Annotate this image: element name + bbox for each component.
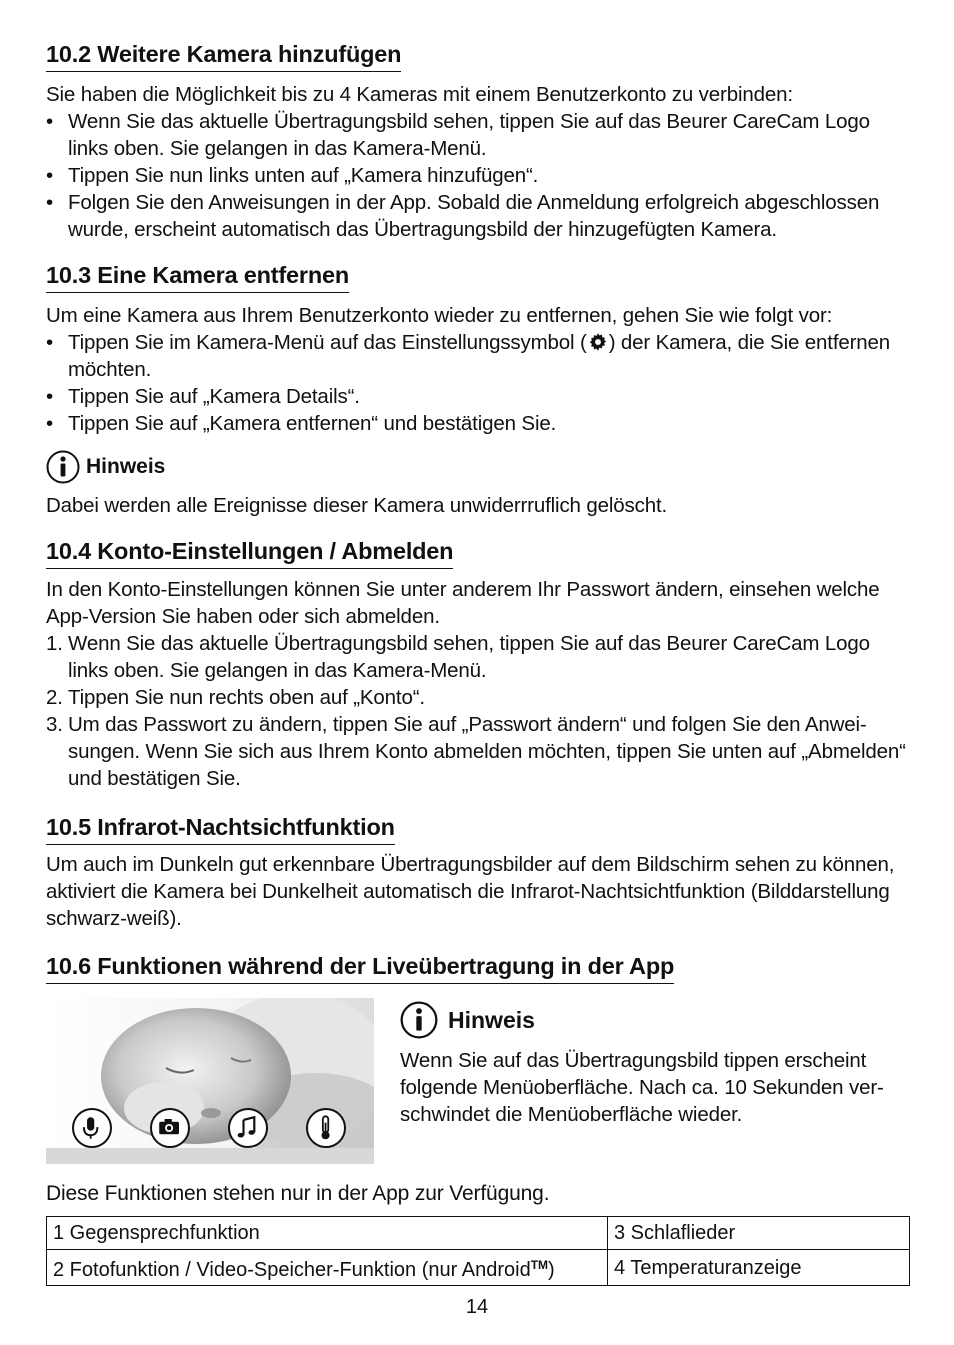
note-label: Hinweis [448, 1006, 535, 1033]
section-10-5-text: Um auch im Dunkeln gut erkennbare Übertragungsbilder auf dem Bildschirm sehen zu können, aktiviert die Kamera bei Dunkelheit automatisch die Infrarot-Nachtsichtfunktion (Bilddarstellung schwarz-weiß). [46, 853, 895, 930]
app-screenshot-image [46, 998, 374, 1164]
list-item: 2. Tippen Sie nun rechts oben auf „Konto“. [46, 686, 425, 709]
functions-table [46, 1216, 910, 1286]
section-10-2-intro: Sie haben die Möglichkeit bis zu 4 Kameras mit einem Benutzerkonto zu verbinden: [46, 83, 793, 106]
table-cell: 3 Schlaflieder [608, 1217, 910, 1250]
camera-icon[interactable] [150, 1108, 190, 1148]
list-item: • Tippen Sie auf „Kamera Details“. [46, 385, 360, 408]
section-10-2-title: 10.2 Weitere Kamera hinzufügen [46, 40, 401, 72]
list-item: • Wenn Sie das aktuelle Übertragungsbild sehen, tippen Sie auf das Beurer CareCam Logo links oben. Sie gelangen in das Kamera-Menü. [46, 110, 870, 160]
note-header [46, 450, 165, 484]
section-10-5-body [46, 851, 910, 932]
table-cell: 4 Temperaturanzeige [608, 1250, 910, 1286]
info-icon [46, 450, 80, 484]
page-number: 14 [465, 1296, 489, 1318]
section-10-4-body [46, 576, 910, 792]
info-icon [400, 1001, 438, 1039]
list-item: • Tippen Sie auf „Kamera entfernen“ und bestätigen Sie. [46, 412, 557, 435]
section-10-6-title: 10.6 Funktionen während der Liveübertragung in der App [46, 952, 674, 984]
note-header [400, 1000, 910, 1040]
availability-text: Diese Funktionen stehen nur in der App zur Verfügung. [46, 1182, 550, 1205]
note-label: Hinweis [86, 455, 166, 478]
table-cell: 2 Fotofunktion / Video-Speicher-Funktion (nur Android™) [47, 1250, 608, 1286]
gear-icon [587, 331, 609, 353]
section-10-3-intro: Um eine Kamera aus Ihrem Benutzerkonto wieder zu entfernen, gehen Sie wie folgt vor: [46, 304, 833, 327]
table-row [47, 1217, 910, 1250]
section-10-3-body [46, 302, 910, 437]
note-text: Dabei werden alle Ereignisse dieser Kamera unwiderrruflich gelöscht. [46, 494, 668, 517]
list-item: • Tippen Sie nun links unten auf „Kamera hinzufügen“. [46, 164, 539, 187]
table-cell: 1 Gegensprechfunktion [47, 1217, 608, 1250]
section-10-2-body [46, 81, 910, 243]
table-row [47, 1250, 910, 1286]
section-10-5-title: 10.5 Infrarot-Nachtsichtfunktion [46, 813, 395, 845]
section-10-4-title: 10.4 Konto-Einstellungen / Abmelden [46, 537, 453, 569]
note-text: Wenn Sie auf das Übertragungsbild tippen erscheint folgende Menüoberfläche. Nach ca. 10 Sekunden verschwindet die Menüoberfläche wieder. [400, 1049, 884, 1126]
list-item: 1. Wenn Sie das aktuelle Übertragungsbild sehen, tippen Sie auf das Beurer CareCam Logo links oben. Sie gelangen in das Kamera-Menü. [46, 632, 870, 682]
list-item: • Tippen Sie im Kamera-Menü auf das Einstellungssymbol ( ) der Kamera, die Sie entfernen möchten. [46, 331, 891, 381]
section-10-4-intro: In den Konto-Einstellungen können Sie unter anderem Ihr Passwort ändern, einsehen welche App-Version Sie haben oder sich abmelden. [46, 578, 880, 628]
thermometer-icon[interactable] [306, 1108, 346, 1148]
list-item: • Folgen Sie den Anweisungen in der App. Sobald die Anmeldung erfolgreich abgeschlossen wurde, erscheint automatisch das Übertragungsbild der hinzugefügten Kamera. [46, 191, 880, 241]
section-10-3-title: 10.3 Eine Kamera entfernen [46, 261, 349, 293]
live-note [400, 1000, 910, 1128]
music-icon[interactable] [228, 1108, 268, 1148]
microphone-icon[interactable] [72, 1108, 112, 1148]
list-item: 3. Um das Passwort zu ändern, tippen Sie auf „Passwort ändern“ und folgen Sie den Anweisungen. Wenn Sie sich aus Ihrem Konto abmelden möchten, tippen Sie unten auf „Abmelden“ und bestätigen Sie. [46, 713, 906, 790]
